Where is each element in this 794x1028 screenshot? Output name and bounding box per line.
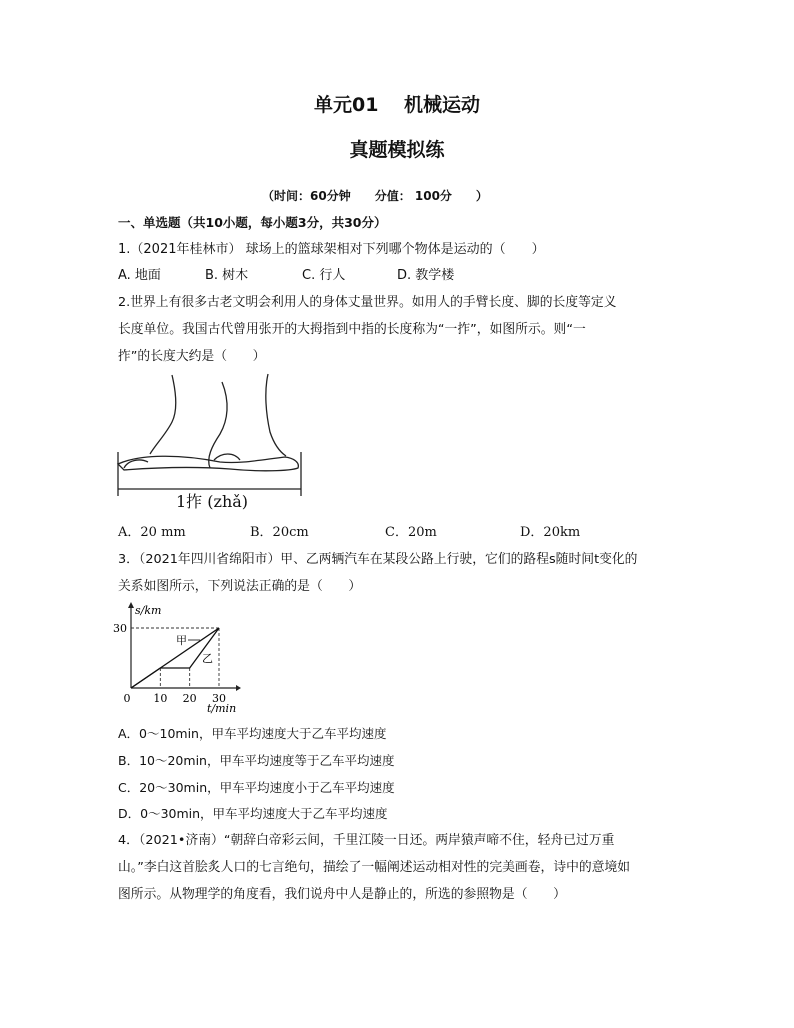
q1-option-b: B. 树木: [205, 268, 249, 283]
q2-option-c: C．20m: [385, 525, 437, 540]
question-2-line-2: 长度单位。我国古代曾用张开的大拇指到中指的长度称为“一拃”，如图所示。则“一: [118, 322, 586, 337]
section-heading: 一、单选题（共10小题，每小题3分，共30分）: [118, 215, 387, 230]
x-axis-label: t/min: [207, 702, 237, 715]
x-axis-arrow: [236, 685, 241, 691]
x-tick-10: 10: [153, 692, 168, 705]
question-4-line-2: 山。”李白这首脍炙人口的七言绝句，描绘了一幅阐述运动相对性的完美画卷，诗中的意境如: [118, 860, 631, 875]
hand-span-caption: 1拃 (zhǎ): [176, 492, 249, 511]
legend-yi: 乙: [202, 652, 213, 665]
q3-option-a: A．0～10min，甲车平均速度大于乙车平均速度: [118, 726, 387, 741]
exam-meta: （时间：60分钟 分值： 100分 ）: [262, 189, 488, 203]
q1-option-d: D. 教学楼: [397, 268, 455, 283]
legend-jia: 甲: [176, 634, 187, 647]
y-axis-arrow: [128, 602, 134, 608]
q1-option-c: C. 行人: [302, 268, 346, 283]
q2-option-a: A．20 mm: [118, 525, 186, 540]
question-2-line-1: 2.世界上有很多古老文明会利用人的身体丈量世界。如用人的手臂长度、脚的长度等定义: [118, 295, 617, 310]
y-tick-30: 30: [113, 622, 127, 635]
question-3-line-2: 关系如图所示，下列说法正确的是（ ）: [118, 579, 362, 594]
y-axis-label: s/km: [135, 604, 162, 617]
q3-option-d: D．0～30min，甲车平均速度大于乙车平均速度: [118, 806, 388, 821]
question-3-line-1: 3．（2021年四川省绵阳市）甲、乙两辆汽车在某段公路上行驶，它们的路程s随时间t变化的: [118, 552, 638, 567]
question-4-line-3: 图所示。从物理学的角度看，我们说舟中人是静止的，所选的参照物是（ ）: [118, 887, 566, 902]
question-2-line-3: 拃”的长度大约是（ ）: [118, 349, 266, 364]
x-tick-30: 30: [212, 692, 226, 705]
question-1: 1.（2021年桂林市） 球场上的篮球架相对下列哪个物体是运动的（ ）: [118, 242, 545, 257]
x-tick-0: 0: [123, 692, 131, 705]
page-subtitle: 真题模拟练: [349, 139, 445, 161]
distance-time-chart: [112, 600, 247, 718]
q2-option-d: D．20km: [520, 525, 581, 540]
q3-option-c: C．20～30min，甲车平均速度小于乙车平均速度: [118, 780, 395, 795]
page-title: 单元01 机械运动: [313, 94, 481, 116]
q1-option-a: A. 地面: [118, 268, 161, 283]
q3-option-b: B．10～20min，甲车平均速度等于乙车平均速度: [118, 753, 395, 768]
x-tick-20: 20: [182, 692, 197, 705]
question-4-line-1: 4．（2021•济南）“朝辞白帝彩云间，千里江陵一日还。两岸猿声啼不住，轻舟已过万重: [118, 833, 615, 848]
q2-option-b: B．20cm: [250, 525, 309, 540]
